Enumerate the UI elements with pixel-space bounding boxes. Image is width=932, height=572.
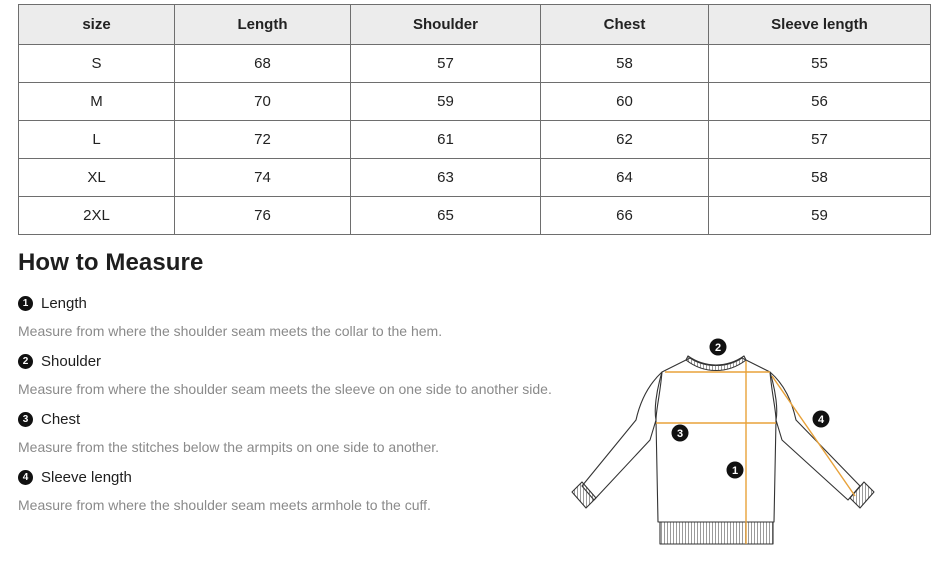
table-cell: 64 bbox=[541, 159, 709, 197]
table-cell: 63 bbox=[351, 159, 541, 197]
step-number-badge: 1 bbox=[18, 296, 33, 311]
table-cell: 56 bbox=[709, 83, 931, 121]
table-cell: M bbox=[19, 83, 175, 121]
measure-step-shoulder bbox=[18, 353, 101, 370]
step-title: Shoulder bbox=[41, 353, 102, 370]
step-number-badge: 2 bbox=[18, 354, 33, 369]
table-cell: 59 bbox=[709, 197, 931, 235]
step-description: Measure from where the shoulder seam meets armhole to the cuff. bbox=[18, 497, 431, 513]
marker-shoulder: 2 bbox=[714, 342, 722, 354]
table-cell: L bbox=[19, 121, 175, 159]
table-cell: 70 bbox=[175, 83, 351, 121]
table-cell: 62 bbox=[541, 121, 709, 159]
table-cell: 65 bbox=[351, 197, 541, 235]
table-row bbox=[19, 197, 931, 235]
step-number-badge: 4 bbox=[18, 470, 33, 485]
table-cell: 61 bbox=[351, 121, 541, 159]
table-row bbox=[19, 159, 931, 197]
sweater-measurement-diagram-icon bbox=[565, 330, 875, 560]
column-header-shoulder: Shoulder bbox=[351, 5, 541, 45]
step-description: Measure from where the shoulder seam meets the collar to the hem. bbox=[18, 323, 443, 339]
measure-step-length bbox=[18, 295, 87, 312]
column-header-size: size bbox=[19, 5, 175, 45]
table-cell: 55 bbox=[709, 45, 931, 83]
table-cell: XL bbox=[19, 159, 175, 197]
marker-sleeve-length: 4 bbox=[817, 414, 825, 426]
measure-step-sleeve-length bbox=[18, 469, 132, 486]
size-chart-table bbox=[18, 4, 931, 235]
step-description: Measure from the stitches below the armpits on one side to another. bbox=[18, 439, 440, 455]
table-cell: 74 bbox=[175, 159, 351, 197]
column-header-sleeve-length: Sleeve length bbox=[709, 5, 931, 45]
table-cell: 60 bbox=[541, 83, 709, 121]
table-header-row bbox=[19, 5, 931, 45]
table-cell: 59 bbox=[351, 83, 541, 121]
table-cell: 66 bbox=[541, 197, 709, 235]
table-cell: 58 bbox=[541, 45, 709, 83]
table-cell: 57 bbox=[351, 45, 541, 83]
table-cell: 68 bbox=[175, 45, 351, 83]
table-cell: 76 bbox=[175, 197, 351, 235]
table-cell: S bbox=[19, 45, 175, 83]
page-title: How to Measure bbox=[18, 249, 204, 276]
step-number-badge: 3 bbox=[18, 412, 33, 427]
marker-chest: 3 bbox=[676, 428, 684, 440]
table-cell: 72 bbox=[175, 121, 351, 159]
column-header-chest: Chest bbox=[541, 5, 709, 45]
step-title: Sleeve length bbox=[41, 469, 132, 486]
step-title: Length bbox=[41, 295, 87, 312]
measure-step-chest bbox=[18, 411, 80, 428]
step-description: Measure from where the shoulder seam meets the sleeve on one side to another side. bbox=[18, 381, 552, 397]
marker-length: 1 bbox=[731, 465, 739, 477]
table-row bbox=[19, 83, 931, 121]
table-cell: 57 bbox=[709, 121, 931, 159]
table-row bbox=[19, 121, 931, 159]
table-row bbox=[19, 45, 931, 83]
table-cell: 58 bbox=[709, 159, 931, 197]
table-cell: 2XL bbox=[19, 197, 175, 235]
step-title: Chest bbox=[41, 411, 81, 428]
column-header-length: Length bbox=[175, 5, 351, 45]
